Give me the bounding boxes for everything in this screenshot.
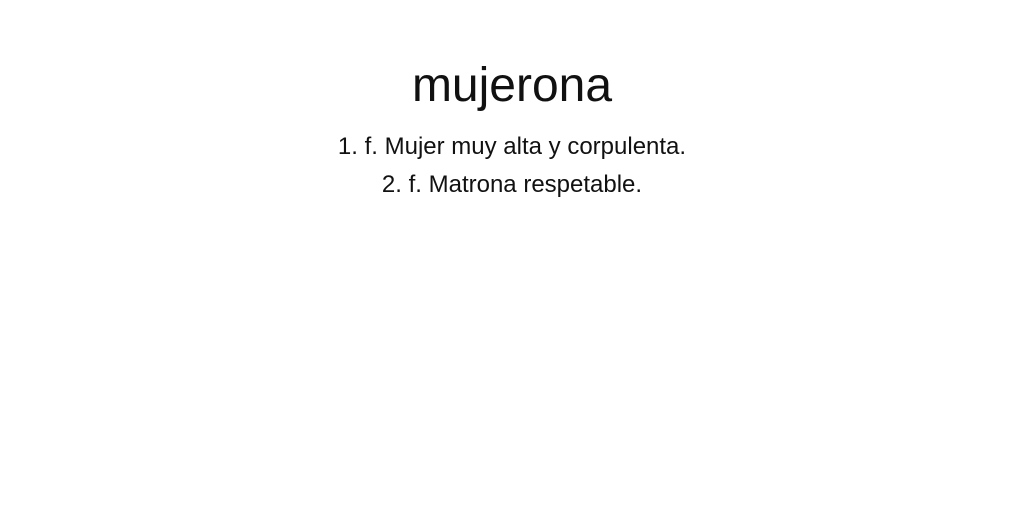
sense-list	[0, 128, 1024, 204]
sense-1: 1. f. Mujer muy alta y corpulenta.	[337, 133, 687, 160]
headword: mujerona	[411, 59, 613, 112]
dictionary-entry	[0, 0, 1024, 204]
sense-2: 2. f. Matrona respetable.	[381, 171, 643, 198]
